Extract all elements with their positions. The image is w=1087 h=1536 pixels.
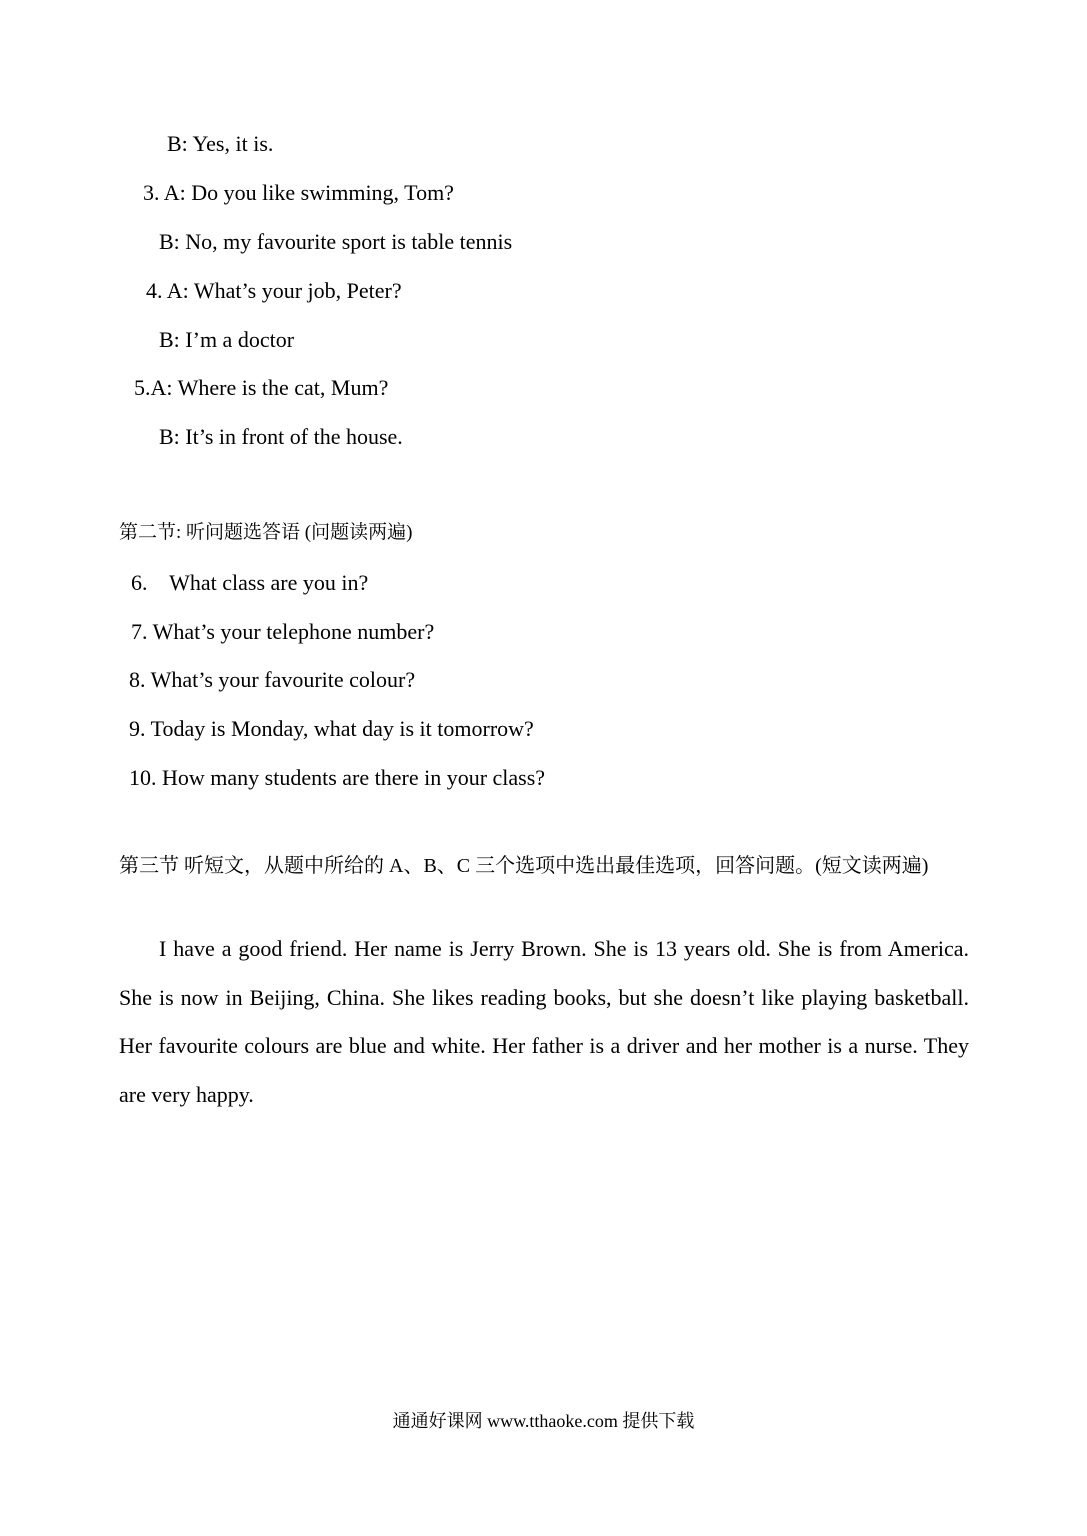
dialogue-line-4a: 4. A: What’s your job, Peter?	[146, 278, 402, 303]
dialogue-line-3b: B: No, my favourite sport is table tennis	[159, 229, 513, 254]
question-6: 6. What class are you in?	[131, 570, 369, 595]
question-8: 8. What’s your favourite colour?	[129, 667, 416, 692]
question-7: 7. What’s your telephone number?	[131, 619, 435, 644]
dialogue-line-3a: 3. A: Do you like swimming, Tom?	[143, 180, 454, 205]
listening-passage: I have a good friend. Her name is Jerry Brown. She is 13 years old. She is from America. She is now in Beijing, China. She likes reading books, but she doesn’t like playing basketball. Her favourite colours are blue and white. Her father is a driver and her mother is a nurse. They are very happy.	[119, 936, 969, 1108]
dialogue-line-5b: B: It’s in front of the house.	[159, 424, 403, 449]
question-10: 10. How many students are there in your class?	[129, 765, 546, 790]
section3-heading: 第三节 听短文，从题中所给的 A、B、C 三个选项中选出最佳选项，回答问题。(短文读两遍)	[119, 855, 929, 877]
section2-heading: 第二节: 听问题选答语 (问题读两遍)	[119, 522, 413, 543]
dialogue-line-5a: 5.A: Where is the cat, Mum?	[134, 375, 389, 400]
dialogue-line-2b: B: Yes, it is.	[167, 131, 274, 156]
dialogue-line-4b: B: I’m a doctor	[159, 327, 295, 352]
question-9: 9. Today is Monday, what day is it tomorrow?	[129, 716, 534, 741]
page-footer: 通通好课网 www.tthaoke.com 提供下载	[392, 1411, 695, 1431]
